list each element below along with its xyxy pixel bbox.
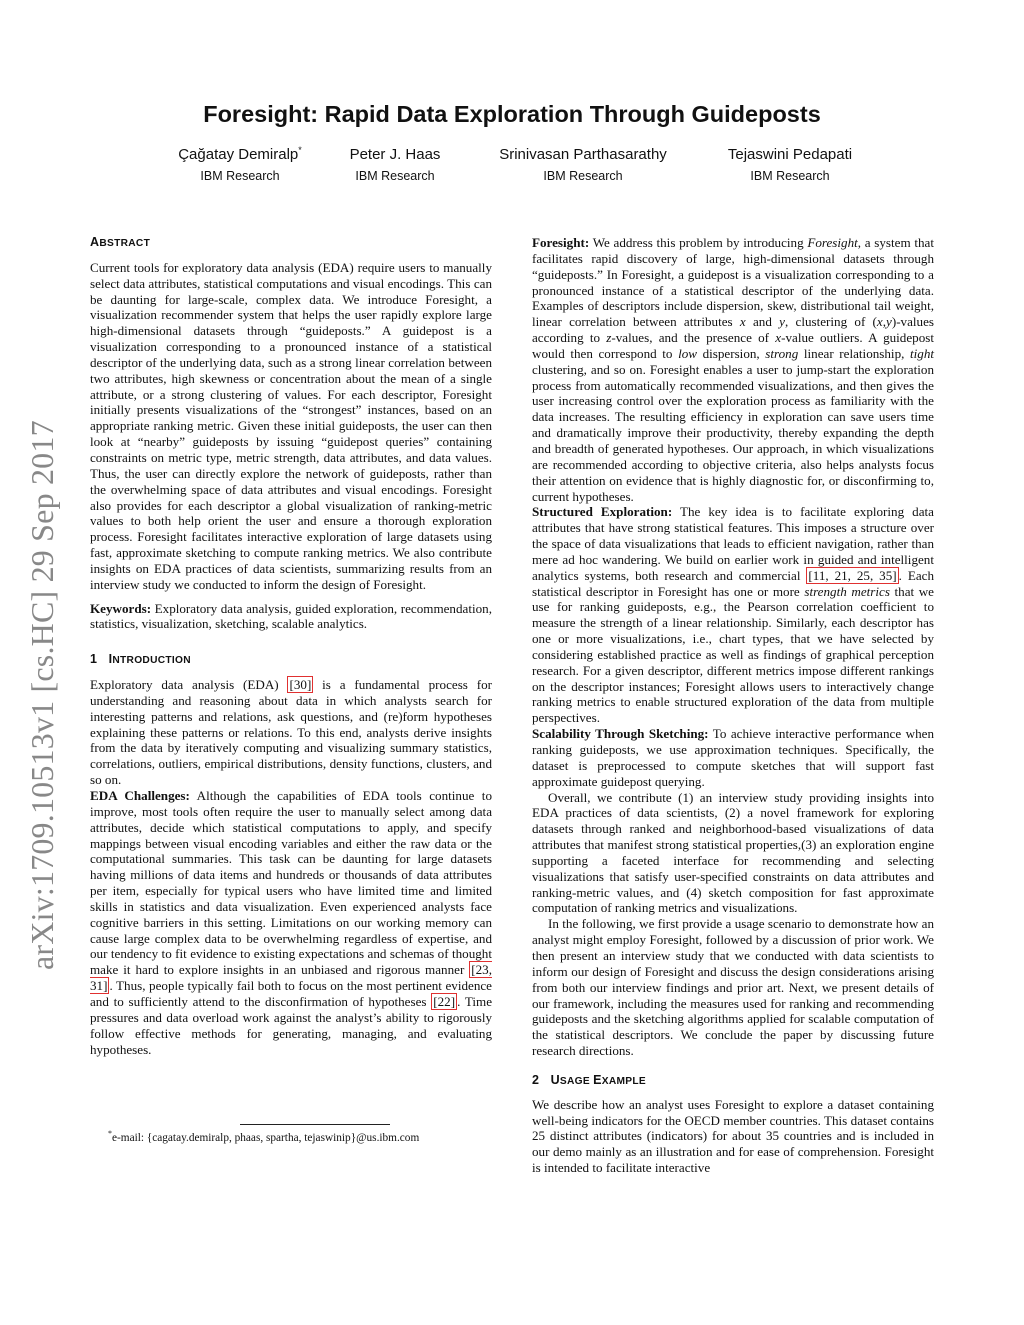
structured-exploration-paragraph: Structured Exploration: The key idea is to facilitate exploring data attributes that have strong statistical features. This imposes a structure over the space of data visualizations that leads to efficient navigation, rather than mere ad hoc wandering. We build on earlier work in guided and intelligent analytics systems, both research and commercial [11, 21, 25, 35] . Each statistical descriptor in Foresight has one or more strength metrics that we use for ranking guideposts, e.g., the Pearson correlation coefficient to measure the strength of a linear relationship. Similarly, each descriptor has one or more visualizations, i.e., chart types, that we have selected by considering established practice as well as findings of graphical perception research. For a given descriptor, different metrics impose different rankings on the descriptor instances; Foresight allows users to interactively change ranking metrics to enable structured exploration of the data from multiple perspectives. (532, 504, 934, 726)
outline-paragraph: In the following, we first provide a usage scenario to demonstrate how an analyst might employ Foresight, followed by a discussion of prior work. We then present an interview study that we conducted with data scientists to inform our design of Foresight and discuss the design considerations arising from both our interview findings and prior art. Next, we present details of our framework, including the measures used for ranking and recommending guideposts and the sketching algorithms applied for scalable computation of the statistical descriptors. We conclude the paper by discussing future research directions. (532, 916, 934, 1059)
keywords: Keywords: Exploratory data analysis, guided exploration, recommendation, statistics, visualization, sketching, scalable analytics. (90, 600, 492, 632)
citation-link[interactable]: [11, 21, 25, 35] (808, 567, 897, 583)
citation-link[interactable]: [30] (289, 677, 312, 693)
citation-link[interactable]: [23, 31] (90, 962, 492, 994)
scalability-paragraph: Scalability Through Sketching: To achieve interactive performance when ranking guideposts, we use approximation techniques. Specifically, the dataset is preprocessed to compute sketches that will support fast approximate guidepost querying. (532, 726, 934, 789)
author-4 (700, 146, 880, 183)
usage-example-heading: 2 USAGE EXAMPLE (532, 1072, 647, 1087)
right-column (532, 235, 934, 1176)
arxiv-stamp: arXiv:1709.10513v1 [cs.HC] 29 Sep 2017 (24, 420, 60, 970)
abstract-text: Current tools for exploratory data analysis (EDA) require users to manually select data attributes, statistical computations and visual encodings. This can be daunting for large-scale, complex data. We introduce Foresight, a visualization recommender system that helps the user rapidly explore large high-dimensional datasets through “guideposts.” A guidepost is a visualization corresponding to a pronounced instance of a statistical descriptor of the underlying data, such as a strong linear correlation between two attributes, high skewness or concentration about the mean of a single attribute, or a strong clustering of values. For each descriptor, Foresight initially presents visualizations of the “strongest” instances, based on an appropriate ranking metric. Given these initial guideposts, the user can then look at “nearby” guideposts by issuing “guidepost queries” containing constraints on metric type, metric strength, data attributes, and data values. Thus, the user can directly explore the network of guideposts, rather than the overwhelming space of data attributes and visual encodings. Foresight also provides for each descriptor a global visualization of ranking-metric values to both help orient the user and ensure a thorough exploration process. Foresight facilitates interactive exploration of large datasets using fast, approximate sketching to compute ranking metrics. We also contribute insights on EDA practices of data scientists, summarizing results from an interview study we conducted to inform the design of Foresight. (90, 259, 492, 592)
usage-example-paragraph: We describe how an analyst uses Foresight to explore a dataset containing well-being indicators for the OECD member countries. This dataset contains 25 distinct attributes (indicators) for about 35 countries and is included in our demo mainly as an illustration and for ease of comprehension. Foresight is intended to facilitate interactive (532, 1096, 934, 1176)
author-2 (320, 146, 470, 183)
intro-paragraph-2: EDA Challenges: Although the capabilities of EDA tools continue to improve, most tools often require the user to manually select among data attributes, decide which statistical computations to apply, and specify mappings between visual encoding variables and either the raw data or the computational summaries. This task can be daunting for large datasets having millions of data items and hundreds or thousands of data attributes per item, especially for typical users who have limited time and limited skills in statistics and data visualization. Even experienced analysts face cognitive barriers in this setting. Limitations on our working memory can cause large complex data to be overwhelming regardless of expertise, and our tendency to fit evidence to existing expectations and schemas of thought make it hard to explore insights in an unbiased and rigorous manner [23, 31] . Thus, people typically fail both to focus on the most pertinent evidence and to sufficiently attend to the disconfirmation of hypotheses [22] . Time pressures and data overload work against the analyst’s ability to rigorously follow effective methods for generating, managing, and evaluating hypotheses. (90, 788, 493, 1057)
left-column (90, 235, 492, 1057)
paper-title: Foresight: Rapid Data Exploration Through Guideposts (203, 101, 821, 127)
contributions-paragraph: Overall, we contribute (1) an interview study providing insights into EDA practices of data scientists, (2) a novel framework for exploring datasets through ranked and neighborhood-based visualizations of data attributes that manifest strong statistical properties,(3) an exploration engine supporting a faceted interface for recommending and selecting visualizations that satisfy user-specified constraints on data attributes and ranking-metric values, and (4) sketch composition for fast approximate computation of ranking metrics and visualizations. (532, 789, 934, 916)
author-name: Tejaswini Pedapati (727, 146, 853, 163)
author-affiliation: IBM Research (750, 169, 830, 183)
footnote: *e-mail: {cagatay.demiralp, phaas, spartha, tejaswinip}@us.ibm.com (108, 1129, 420, 1144)
foresight-paragraph: Foresight: We address this problem by introducing Foresight, a system that facilitates rapid discovery of large, high-dimensional datasets through “guideposts.” In Foresight, a guidepost is a visualization corresponding to a pronounced instance of a statistical descriptor of the underlying data. Examples of descriptors include dispersion, skew, distributional tail weight, linear correlation between attributes x and y, clustering of (x,y)-values according to z-values, and the presence of x-value outliers. A guidepost would then correspond to low dispersion, strong linear relationship, tight clustering, and so on. Foresight enables a user to jump-start the exploration process from automatically recommended visualizations, and then gives the user increasing control over the exploration process as familiarity with the data increases. The resulting efficiency in exploration can save users time and dramatically improve their productivity, thereby expanding the depth and breadth of generated hypotheses. Our approach, in which visualizations are recommended according to objective criteria, also helps analysts focus their attention on evidence that is highly diagnostic for, or disconfirming to, current hypotheses. (532, 235, 935, 504)
author-name: Srinivasan Parthasarathy (499, 146, 667, 163)
abstract-heading: ABSTRACT (90, 235, 151, 249)
footnote-rule (240, 1124, 390, 1125)
author-affiliation: IBM Research (355, 169, 435, 183)
intro-heading: 1 INTRODUCTION (90, 652, 191, 667)
author-affiliation: IBM Research (543, 169, 623, 183)
intro-paragraph-1: Exploratory data analysis (EDA) [30] is a fundamental process for understanding and reasoning about data in which analysts search for interesting patterns and relations, ask questions, and (re)form hypotheses explaining these patterns or relations. To this end, analysts derive insights from the data by iteratively computing and visualizing summary statistics, correlations, outliers, empirical distributions, density functions, clusters, and so on. (90, 677, 492, 788)
author-affiliation: IBM Research (200, 169, 280, 183)
author-name: Peter J. Haas (349, 146, 441, 163)
author-name: Çağatay Demiralp (178, 146, 299, 163)
author-1 (150, 146, 330, 183)
citation-link[interactable]: [22] (433, 993, 456, 1009)
author-mark: * (298, 145, 302, 155)
author-3 (478, 146, 688, 183)
